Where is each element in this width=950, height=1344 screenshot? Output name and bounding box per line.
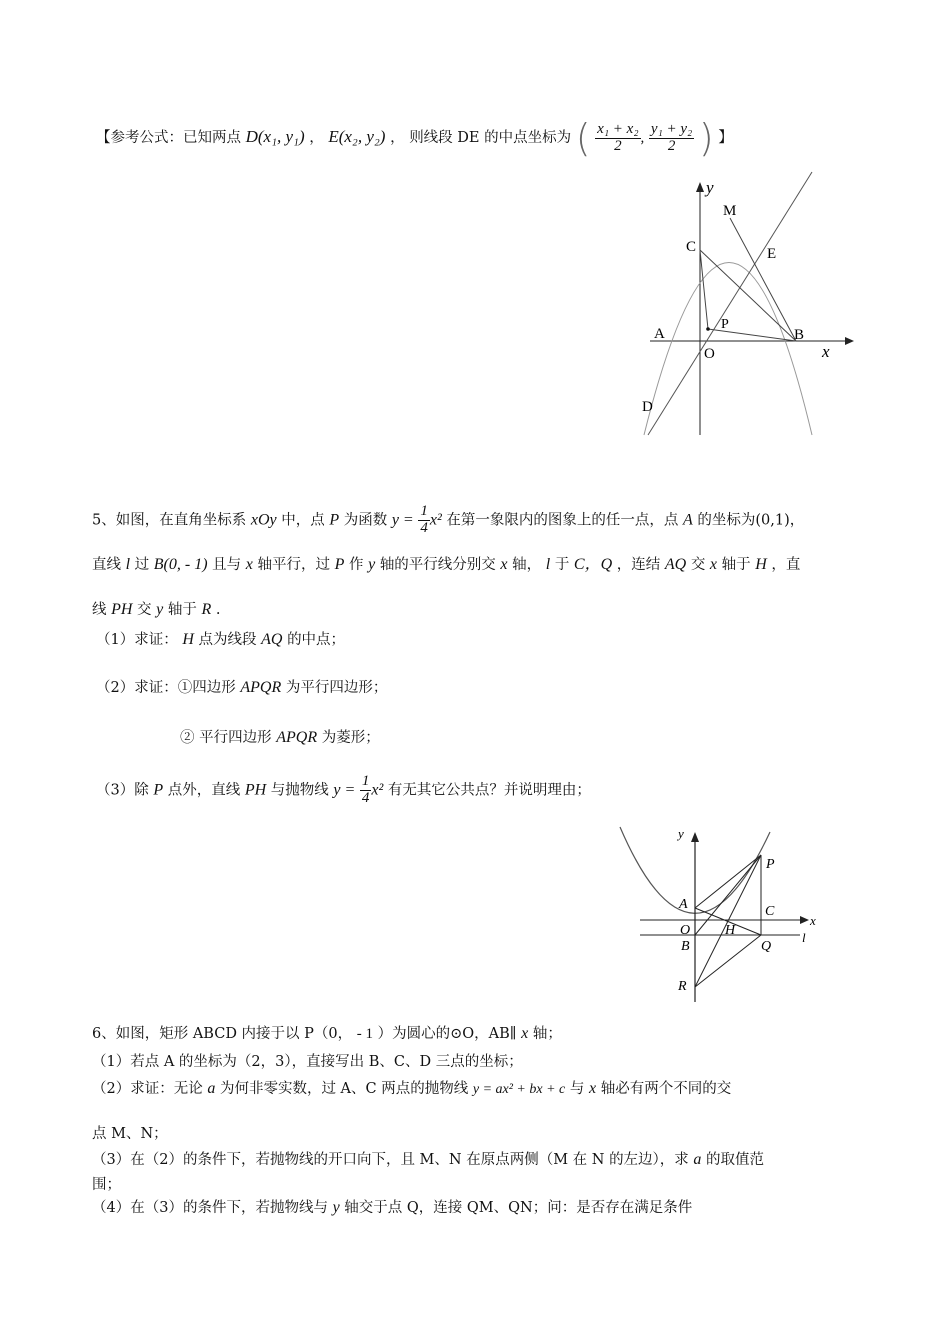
- text: 线: [92, 602, 107, 618]
- problem6-line1: [92, 1022, 562, 1043]
- math-parabola-eq: y = ax² + bx + c: [472, 1082, 566, 1097]
- label-r: R: [678, 979, 687, 994]
- text: 有无其它公共点？并说明理由；: [387, 782, 591, 799]
- frac-den: 2: [614, 137, 622, 154]
- frac-num: 1: [361, 773, 370, 789]
- label-l: l: [802, 930, 806, 945]
- problem6-question2-line2: 点 M、N；: [92, 1126, 168, 1142]
- label-p: P: [721, 317, 729, 332]
- label-b: B: [794, 327, 805, 343]
- segment-cp: [700, 250, 708, 329]
- math-c-q: C，Q: [573, 556, 613, 573]
- math-a: a: [693, 1151, 702, 1168]
- math-apqr: APQR: [276, 729, 318, 746]
- problem6-question1: （1）若点 A 的坐标为（2，3），直接写出 B、C、D 三点的坐标；: [92, 1054, 523, 1070]
- text: 过: [134, 557, 150, 573]
- label-c: C: [765, 904, 775, 919]
- midpoint-y-fraction: [649, 122, 694, 155]
- math-a: A: [682, 511, 693, 529]
- frac-den: 4: [361, 789, 370, 806]
- text: 且与: [212, 557, 242, 573]
- problem6-question4: [92, 1196, 692, 1217]
- text: （2）求证：无论: [92, 1081, 203, 1097]
- math-y-eq: y =: [333, 781, 356, 799]
- frac-den: 4: [420, 519, 428, 536]
- problem5-question2-part2: [180, 726, 380, 747]
- text: 与抛物线: [270, 782, 329, 799]
- text: 轴平行，过: [257, 557, 330, 573]
- problem5-question1: [96, 628, 345, 649]
- math-y-eq: y =: [391, 511, 414, 529]
- math-h: H: [755, 556, 767, 573]
- segment-rq: [695, 935, 761, 987]
- text: ）为圆心的⊙O，AB∥: [377, 1026, 517, 1042]
- text: 轴交于点 Q，连接 QM、QN；问：是否存在满足条件: [344, 1200, 693, 1216]
- problem5-line2: [92, 551, 800, 574]
- segment-ap: [695, 855, 761, 908]
- problem6-question3-line2: 围；: [92, 1177, 121, 1193]
- math-p: P: [329, 511, 340, 529]
- frac-num: x₁ + x₂: [597, 120, 639, 137]
- point-p-dot: [706, 327, 710, 331]
- text: ，连结: [616, 557, 661, 573]
- text: 轴于: [167, 602, 197, 618]
- text: 交: [137, 602, 152, 618]
- text: 6、如图，矩形 ABCD 内接于以 P（0，: [92, 1026, 353, 1042]
- formula-close: 】: [718, 130, 733, 146]
- math-aq: AQ: [664, 556, 687, 573]
- problem5-line3: [92, 598, 220, 619]
- segment-mb: [730, 218, 796, 341]
- text: 与: [569, 1081, 585, 1097]
- text: （3）在（2）的条件下，若抛物线的开口向下，且 M、N 在原点两侧（M 在 N 的左边），求: [92, 1152, 689, 1168]
- text: 于: [554, 557, 570, 573]
- math-p: P: [153, 781, 164, 799]
- segment-pr: [695, 855, 761, 987]
- math-ph: PH: [244, 781, 267, 799]
- label-d: D: [642, 399, 653, 415]
- math-x-squared: x²: [429, 511, 442, 529]
- math-x: x: [521, 1025, 529, 1042]
- text: 为何非零实数，过 A、C 两点的抛物线: [219, 1081, 469, 1097]
- text: .: [215, 602, 221, 618]
- comma: ,: [640, 130, 645, 146]
- math-ph: PH: [111, 601, 133, 618]
- label-a: A: [679, 897, 688, 912]
- math-y: y: [368, 556, 376, 573]
- text: （1）求证：: [96, 632, 178, 648]
- fraction-one-quarter: [360, 774, 372, 807]
- math-a: a: [207, 1080, 216, 1097]
- frac-num: y₁ + y₂: [650, 120, 693, 137]
- text: （3）除: [96, 782, 149, 799]
- text: ，直: [771, 557, 801, 573]
- problem5-question2: [96, 676, 387, 697]
- reference-formula: [96, 116, 733, 160]
- math-l: l: [125, 556, 131, 573]
- parabola: [644, 263, 812, 436]
- left-paren: (: [575, 116, 591, 160]
- math-b-point: B(0, - 1): [153, 556, 208, 573]
- text: 直线: [92, 557, 121, 573]
- math-x: x: [245, 556, 253, 573]
- text: 中，点: [281, 512, 325, 529]
- problem5-line1: [92, 504, 804, 537]
- math-x: x: [709, 556, 718, 573]
- text: 的坐标为(0,1)，: [697, 512, 805, 529]
- text: 的中点；: [287, 632, 346, 648]
- label-p: P: [766, 857, 775, 872]
- math-neg-one: - 1: [356, 1026, 374, 1042]
- figure1-parabola-diagram: [630, 170, 860, 440]
- problem6-question2: [92, 1077, 731, 1098]
- math-x-squared: x²: [371, 781, 384, 799]
- text: 为菱形；: [321, 730, 380, 746]
- math-aq: AQ: [261, 631, 283, 648]
- problem5-question3: [96, 774, 591, 807]
- x-axis-arrow: [845, 337, 854, 345]
- comma: ，: [309, 130, 324, 146]
- label-e: E: [767, 246, 777, 262]
- problem6-question3: [92, 1148, 764, 1169]
- label-y: y: [706, 178, 714, 197]
- text: 点为线段: [198, 632, 257, 648]
- math-h: H: [182, 631, 194, 648]
- text: 为平行四边形；: [285, 680, 388, 696]
- text: 点外，直线: [167, 782, 241, 799]
- text: 作: [348, 557, 364, 573]
- label-b: B: [681, 939, 690, 954]
- frac-num: 1: [420, 503, 428, 519]
- label-c: C: [686, 239, 697, 255]
- math-r: R: [201, 601, 212, 618]
- text: 在第一象限内的图象上的任一点，点: [446, 512, 679, 529]
- formula-intro: 【参考公式：已知两点: [96, 130, 241, 146]
- math-y: y: [156, 601, 164, 618]
- label-h: H: [725, 923, 736, 938]
- text: 轴于: [721, 557, 751, 573]
- label-q: Q: [761, 939, 772, 954]
- y-axis-arrow: [696, 182, 704, 192]
- label-y: y: [678, 826, 684, 841]
- label-a: A: [654, 326, 665, 342]
- text: （4）在（3）的条件下，若抛物线与: [92, 1200, 328, 1216]
- math-apqr: APQR: [240, 679, 282, 696]
- math-x: x: [588, 1080, 597, 1097]
- segment-cb: [700, 250, 796, 341]
- math-y: y: [332, 1199, 340, 1216]
- figure2-rhombus-diagram: [615, 822, 840, 1007]
- math-p: P: [334, 556, 345, 573]
- text: 轴必有两个不同的交: [600, 1081, 732, 1097]
- x-axis-arrow: [800, 916, 809, 924]
- text: ② 平行四边形: [180, 730, 272, 746]
- fraction-one-quarter: [418, 504, 430, 537]
- midpoint-x-fraction: [595, 122, 640, 155]
- label-o: O: [704, 346, 715, 362]
- text: 的取值范: [706, 1152, 765, 1168]
- label-o: O: [680, 923, 691, 938]
- text: 轴的平行线分别交: [379, 557, 496, 573]
- right-paren: ): [698, 116, 714, 160]
- text: （2）求证：①四边形: [96, 680, 236, 696]
- math-x: x: [500, 556, 508, 573]
- y-axis-arrow: [691, 832, 699, 842]
- label-m: M: [723, 203, 737, 219]
- frac-den: 2: [667, 137, 676, 154]
- text: 轴，: [512, 557, 542, 573]
- label-x: x: [810, 913, 816, 928]
- comma: ，: [390, 130, 405, 146]
- math-xoy: xOy: [250, 511, 277, 529]
- label-x: x: [822, 342, 830, 361]
- point-d: D(x₁, y₁): [245, 127, 305, 146]
- text: 为函数: [343, 512, 388, 529]
- text: 轴；: [532, 1026, 562, 1042]
- midpoint-text: 则线段 DE 的中点坐标为: [409, 130, 572, 146]
- text: 交: [690, 557, 706, 573]
- text: 5、如图，在直角坐标系: [92, 512, 247, 529]
- point-e: E(x₂, y₂): [328, 127, 386, 146]
- math-l: l: [545, 556, 551, 573]
